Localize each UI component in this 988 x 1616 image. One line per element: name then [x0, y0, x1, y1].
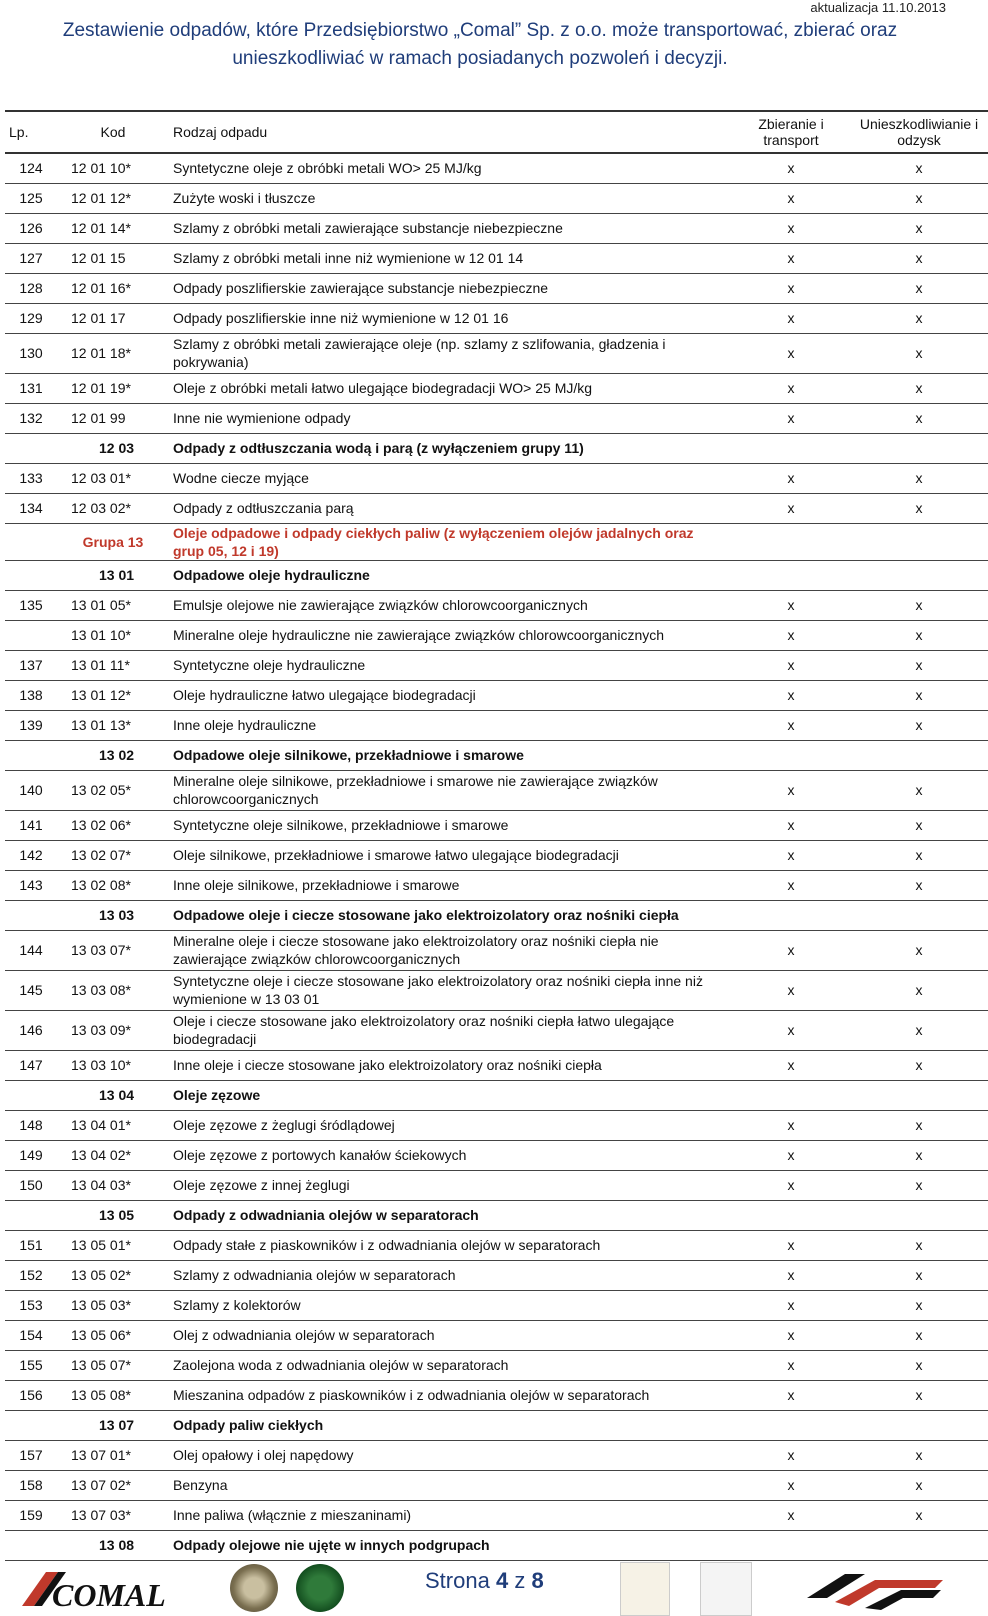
cell-unieszkodliwianie: x: [850, 493, 988, 523]
cell-rodzaj: Odpady z odtłuszczania parą: [169, 493, 732, 523]
table-row: [5, 970, 988, 1010]
document-title: [0, 17, 960, 73]
cell-rodzaj: Oleje odpadowe i odpady ciekłych paliw (z wyłączeniem olejów jadalnych oraz grup 05, 12 i 19): [169, 523, 732, 560]
cell-rodzaj: Inne paliwa (włącznie z mieszaninami): [169, 1500, 732, 1530]
cell-kod: 13 04 03*: [57, 1170, 169, 1200]
cell-zbieranie: x: [732, 1230, 850, 1260]
cell-lp: 131: [5, 373, 57, 403]
cell-rodzaj: Odpadowe oleje hydrauliczne: [169, 560, 732, 590]
cell-unieszkodliwianie: x: [850, 1050, 988, 1080]
cell-rodzaj: Inne oleje silnikowe, przekładniowe i smarowe: [169, 870, 732, 900]
cell-zbieranie: x: [732, 1380, 850, 1410]
cell-zbieranie: x: [732, 810, 850, 840]
cell-rodzaj: Szlamy z obróbki metali zawierające substancje niebezpieczne: [169, 213, 732, 243]
cell-lp: 146: [5, 1010, 57, 1050]
cell-lp: 128: [5, 273, 57, 303]
waste-table: [5, 110, 988, 1561]
section-header-row: [5, 560, 988, 590]
cell-rodzaj: Syntetyczne oleje silnikowe, przekładniowe i smarowe: [169, 810, 732, 840]
railway-logo: [805, 1568, 945, 1612]
cell-lp: 156: [5, 1380, 57, 1410]
table-row: [5, 1320, 988, 1350]
table-row: [5, 183, 988, 213]
cell-lp: 142: [5, 840, 57, 870]
cell-lp: 127: [5, 243, 57, 273]
cell-kod: 13 05 03*: [57, 1290, 169, 1320]
cell-kod: 13 01 11*: [57, 650, 169, 680]
cell-rodzaj: Odpady stałe z piaskowników i z odwadniania olejów w separatorach: [169, 1230, 732, 1260]
cell-rodzaj: Odpady z odtłuszczania wodą i parą (z wyłączeniem grupy 11): [169, 433, 732, 463]
cell-rodzaj: Mieszanina odpadów z piaskowników i z odwadniania olejów w separatorach: [169, 1380, 732, 1410]
cell-rodzaj: Oleje silnikowe, przekładniowe i smarowe łatwo ulegające biodegradacji: [169, 840, 732, 870]
cell-unieszkodliwianie: x: [850, 930, 988, 970]
cell-rodzaj: Odpady poszlifierskie zawierające substancje niebezpieczne: [169, 273, 732, 303]
cell-kod: 13 07: [57, 1410, 169, 1440]
cell-lp: 149: [5, 1140, 57, 1170]
table-row: [5, 930, 988, 970]
table-row: [5, 1110, 988, 1140]
cell-lp: [5, 523, 57, 560]
cell-kod: 13 07 02*: [57, 1470, 169, 1500]
cell-unieszkodliwianie: [850, 1410, 988, 1440]
cell-kod: 12 01 18*: [57, 333, 169, 373]
cell-unieszkodliwianie: x: [850, 1140, 988, 1170]
cell-zbieranie: x: [732, 930, 850, 970]
cell-unieszkodliwianie: x: [850, 1010, 988, 1050]
cell-kod: 13 01 12*: [57, 680, 169, 710]
cell-rodzaj: Zaolejona woda z odwadniania olejów w separatorach: [169, 1350, 732, 1380]
cell-unieszkodliwianie: x: [850, 183, 988, 213]
cell-lp: 157: [5, 1440, 57, 1470]
cell-rodzaj: Szlamy z odwadniania olejów w separatorach: [169, 1260, 732, 1290]
cell-lp: [5, 1200, 57, 1230]
cell-zbieranie: x: [732, 1050, 850, 1080]
cell-unieszkodliwianie: [850, 1200, 988, 1230]
cell-rodzaj: Emulsje olejowe nie zawierające związków chlorowcoorganicznych: [169, 590, 732, 620]
table-row: [5, 620, 988, 650]
cell-rodzaj: Benzyna: [169, 1470, 732, 1500]
cell-unieszkodliwianie: x: [850, 403, 988, 433]
page-current: 4: [495, 1568, 509, 1593]
cell-lp: 147: [5, 1050, 57, 1080]
table-row: [5, 1010, 988, 1050]
cell-unieszkodliwianie: x: [850, 620, 988, 650]
cell-lp: [5, 433, 57, 463]
cell-kod: Grupa 13: [57, 523, 169, 560]
cell-zbieranie: [732, 1410, 850, 1440]
header-kod: Kod: [57, 111, 169, 153]
header-zbieranie: Zbieranie i transport: [732, 111, 850, 153]
cell-unieszkodliwianie: [850, 1530, 988, 1560]
cell-kod: 13 01 13*: [57, 710, 169, 740]
cell-lp: 141: [5, 810, 57, 840]
cell-rodzaj: Szlamy z kolektorów: [169, 1290, 732, 1320]
cell-rodzaj: Inne nie wymienione odpady: [169, 403, 732, 433]
header-lp: Lp.: [5, 111, 57, 153]
cell-zbieranie: x: [732, 303, 850, 333]
comal-logo-text: COMAL: [52, 1577, 166, 1613]
cell-unieszkodliwianie: x: [850, 303, 988, 333]
cell-rodzaj: Zużyte woski i tłuszcze: [169, 183, 732, 213]
cell-unieszkodliwianie: x: [850, 590, 988, 620]
cell-rodzaj: Oleje zęzowe z żeglugi śródlądowej: [169, 1110, 732, 1140]
cell-zbieranie: x: [732, 1320, 850, 1350]
cell-unieszkodliwianie: x: [850, 153, 988, 183]
table-row: [5, 373, 988, 403]
cell-rodzaj: Inne oleje hydrauliczne: [169, 710, 732, 740]
cell-zbieranie: x: [732, 1140, 850, 1170]
cell-unieszkodliwianie: x: [850, 770, 988, 810]
cell-kod: 13 01: [57, 560, 169, 590]
cell-rodzaj: Mineralne oleje i ciecze stosowane jako elektroizolatory oraz nośniki ciepła nie zawierające związków chlorowcoorganicznych: [169, 930, 732, 970]
table-row: [5, 303, 988, 333]
table-row: [5, 770, 988, 810]
cell-kod: 13 04 02*: [57, 1140, 169, 1170]
cell-lp: 154: [5, 1320, 57, 1350]
table-row: [5, 1350, 988, 1380]
section-header-row: [5, 1530, 988, 1560]
page-number: [425, 1568, 544, 1594]
cell-rodzaj: Syntetyczne oleje i ciecze stosowane jako elektroizolatory oraz nośniki ciepła inne niż wymienione w 13 03 01: [169, 970, 732, 1010]
cell-unieszkodliwianie: [850, 433, 988, 463]
cell-zbieranie: x: [732, 1110, 850, 1140]
cell-lp: 125: [5, 183, 57, 213]
cell-zbieranie: x: [732, 1010, 850, 1050]
cell-unieszkodliwianie: x: [850, 1230, 988, 1260]
cell-unieszkodliwianie: x: [850, 243, 988, 273]
table-row: [5, 1140, 988, 1170]
cell-kod: 12 01 12*: [57, 183, 169, 213]
cell-lp: [5, 900, 57, 930]
cell-kod: 13 02 06*: [57, 810, 169, 840]
cell-lp: 153: [5, 1290, 57, 1320]
cell-lp: 145: [5, 970, 57, 1010]
cell-kod: 13 08: [57, 1530, 169, 1560]
header-rodzaj: Rodzaj odpadu: [169, 111, 732, 153]
cell-rodzaj: Mineralne oleje silnikowe, przekładniowe i smarowe nie zawierające związków chlorowcoorganicznych: [169, 770, 732, 810]
group-header-row: [5, 523, 988, 560]
table-row: [5, 870, 988, 900]
page-footer: [0, 1560, 960, 1614]
cell-lp: 126: [5, 213, 57, 243]
cell-lp: 139: [5, 710, 57, 740]
cell-rodzaj: Olej opałowy i olej napędowy: [169, 1440, 732, 1470]
table-row: [5, 1290, 988, 1320]
table-row: [5, 840, 988, 870]
cell-rodzaj: Syntetyczne oleje z obróbki metali WO> 25 MJ/kg: [169, 153, 732, 183]
cell-unieszkodliwianie: [850, 740, 988, 770]
table-row: [5, 273, 988, 303]
cell-unieszkodliwianie: x: [850, 273, 988, 303]
table-row: [5, 213, 988, 243]
cell-rodzaj: Oleje i ciecze stosowane jako elektroizolatory oraz nośniki ciepła łatwo ulegające biodegradacji: [169, 1010, 732, 1050]
cell-lp: 155: [5, 1350, 57, 1380]
table-row: [5, 650, 988, 680]
table-row: [5, 590, 988, 620]
cell-lp: 134: [5, 493, 57, 523]
cell-zbieranie: x: [732, 373, 850, 403]
header-unieszkodliwianie: Unieszkodliwianie i odzysk: [850, 111, 988, 153]
cell-zbieranie: [732, 1200, 850, 1230]
cell-unieszkodliwianie: x: [850, 1380, 988, 1410]
cell-unieszkodliwianie: x: [850, 1500, 988, 1530]
cell-zbieranie: x: [732, 710, 850, 740]
cell-rodzaj: Oleje zęzowe z portowych kanałów ściekowych: [169, 1140, 732, 1170]
cell-kod: 13 05 07*: [57, 1350, 169, 1380]
cell-kod: 13 01 10*: [57, 620, 169, 650]
cell-rodzaj: Odpady paliw ciekłych: [169, 1410, 732, 1440]
cell-zbieranie: x: [732, 243, 850, 273]
title-line-1: Zestawienie odpadów, które Przedsiębiorstwo „Comal” Sp. z o.o. może transportować, zbierać oraz: [62, 20, 898, 41]
cell-rodzaj: Szlamy z obróbki metali zawierające oleje (np. szlamy z szlifowania, gładzenia i pokrywania): [169, 333, 732, 373]
cell-kod: 12 03 01*: [57, 463, 169, 493]
cell-kod: 12 01 14*: [57, 213, 169, 243]
cell-unieszkodliwianie: x: [850, 1290, 988, 1320]
cell-unieszkodliwianie: x: [850, 213, 988, 243]
cell-kod: 13 02 07*: [57, 840, 169, 870]
cell-zbieranie: x: [732, 153, 850, 183]
table-row: [5, 1380, 988, 1410]
cell-kod: 13 07 03*: [57, 1500, 169, 1530]
cell-lp: [5, 1080, 57, 1110]
cell-zbieranie: x: [732, 1350, 850, 1380]
table-header-row: [5, 111, 988, 153]
table-row: [5, 1500, 988, 1530]
page-separator: z: [514, 1568, 526, 1593]
cell-zbieranie: x: [732, 680, 850, 710]
section-header-row: [5, 1200, 988, 1230]
cell-lp: 158: [5, 1470, 57, 1500]
cell-zbieranie: [732, 1530, 850, 1560]
cell-zbieranie: x: [732, 333, 850, 373]
cell-zbieranie: x: [732, 770, 850, 810]
cell-kod: 13 03: [57, 900, 169, 930]
cell-zbieranie: x: [732, 463, 850, 493]
table-row: [5, 243, 988, 273]
table-row: [5, 493, 988, 523]
cell-zbieranie: x: [732, 590, 850, 620]
cell-kod: 13 05 02*: [57, 1260, 169, 1290]
cell-rodzaj: Odpadowe oleje i ciecze stosowane jako elektroizolatory oraz nośniki ciepła: [169, 900, 732, 930]
award-certificate-icon: [700, 1562, 752, 1616]
cell-kod: 12 01 19*: [57, 373, 169, 403]
cell-kod: 13 07 01*: [57, 1440, 169, 1470]
cell-zbieranie: [732, 523, 850, 560]
cell-zbieranie: [732, 740, 850, 770]
cell-kod: 13 02: [57, 740, 169, 770]
table-row: [5, 463, 988, 493]
section-header-row: [5, 740, 988, 770]
cell-kod: 12 01 16*: [57, 273, 169, 303]
cell-zbieranie: x: [732, 183, 850, 213]
table-row: [5, 710, 988, 740]
table-row: [5, 1260, 988, 1290]
cell-lp: 148: [5, 1110, 57, 1140]
cell-lp: 150: [5, 1170, 57, 1200]
cell-zbieranie: [732, 1080, 850, 1110]
cell-kod: 13 03 07*: [57, 930, 169, 970]
cell-zbieranie: x: [732, 870, 850, 900]
cell-lp: 135: [5, 590, 57, 620]
cell-kod: 12 01 15: [57, 243, 169, 273]
cell-kod: 13 02 08*: [57, 870, 169, 900]
club-seal-icon: [296, 1564, 344, 1612]
section-header-row: [5, 1410, 988, 1440]
cell-zbieranie: x: [732, 213, 850, 243]
table-row: [5, 1470, 988, 1500]
cell-zbieranie: x: [732, 1260, 850, 1290]
cell-zbieranie: [732, 560, 850, 590]
cell-zbieranie: x: [732, 273, 850, 303]
title-line-2: unieszkodliwiać w ramach posiadanych pozwoleń i decyzji.: [232, 48, 728, 69]
cell-rodzaj: Oleje z obróbki metali łatwo ulegające biodegradacji WO> 25 MJ/kg: [169, 373, 732, 403]
cell-kod: 13 04: [57, 1080, 169, 1110]
cell-zbieranie: x: [732, 650, 850, 680]
cell-kod: 13 03 08*: [57, 970, 169, 1010]
cell-unieszkodliwianie: x: [850, 1320, 988, 1350]
cell-rodzaj: Inne oleje i ciecze stosowane jako elektroizolatory oraz nośniki ciepła: [169, 1050, 732, 1080]
cell-unieszkodliwianie: x: [850, 333, 988, 373]
cell-kod: 13 05 08*: [57, 1380, 169, 1410]
cell-kod: 12 01 17: [57, 303, 169, 333]
cell-rodzaj: Odpadowe oleje silnikowe, przekładniowe i smarowe: [169, 740, 732, 770]
cell-lp: 143: [5, 870, 57, 900]
cell-unieszkodliwianie: x: [850, 970, 988, 1010]
cell-unieszkodliwianie: x: [850, 810, 988, 840]
cell-zbieranie: x: [732, 840, 850, 870]
cell-lp: 124: [5, 153, 57, 183]
section-header-row: [5, 433, 988, 463]
cell-rodzaj: Oleje zęzowe z innej żeglugi: [169, 1170, 732, 1200]
certificate-seal-icon: [230, 1564, 278, 1612]
cell-zbieranie: x: [732, 1290, 850, 1320]
cell-lp: 144: [5, 930, 57, 970]
cell-lp: 132: [5, 403, 57, 433]
cell-lp: 133: [5, 463, 57, 493]
cell-lp: [5, 1530, 57, 1560]
table-row: [5, 680, 988, 710]
cell-rodzaj: Syntetyczne oleje hydrauliczne: [169, 650, 732, 680]
cell-zbieranie: x: [732, 403, 850, 433]
section-header-row: [5, 900, 988, 930]
table-row: [5, 1170, 988, 1200]
cell-unieszkodliwianie: [850, 900, 988, 930]
cell-zbieranie: x: [732, 1500, 850, 1530]
section-header-row: [5, 1080, 988, 1110]
cell-unieszkodliwianie: x: [850, 1170, 988, 1200]
cell-kod: 13 03 10*: [57, 1050, 169, 1080]
cell-unieszkodliwianie: x: [850, 840, 988, 870]
cell-zbieranie: x: [732, 970, 850, 1010]
cell-unieszkodliwianie: x: [850, 1350, 988, 1380]
cell-kod: 13 04 01*: [57, 1110, 169, 1140]
cell-lp: 130: [5, 333, 57, 373]
cell-unieszkodliwianie: x: [850, 463, 988, 493]
cell-zbieranie: x: [732, 1170, 850, 1200]
cell-rodzaj: Oleje hydrauliczne łatwo ulegające biodegradacji: [169, 680, 732, 710]
page-total: 8: [531, 1568, 544, 1593]
cell-lp: 151: [5, 1230, 57, 1260]
cell-kod: 12 01 10*: [57, 153, 169, 183]
cell-unieszkodliwianie: x: [850, 373, 988, 403]
cell-unieszkodliwianie: x: [850, 1440, 988, 1470]
table-row: [5, 1440, 988, 1470]
update-date: aktualizacja 11.10.2013: [810, 0, 946, 15]
cell-zbieranie: x: [732, 493, 850, 523]
table-row: [5, 1230, 988, 1260]
cell-rodzaj: Oleje zęzowe: [169, 1080, 732, 1110]
cell-lp: [5, 1410, 57, 1440]
cell-rodzaj: Olej z odwadniania olejów w separatorach: [169, 1320, 732, 1350]
table-row: [5, 153, 988, 183]
cell-unieszkodliwianie: [850, 523, 988, 560]
cell-unieszkodliwianie: x: [850, 1110, 988, 1140]
cell-rodzaj: Odpady poszlifierskie inne niż wymienione w 12 01 16: [169, 303, 732, 333]
cell-zbieranie: x: [732, 620, 850, 650]
cell-unieszkodliwianie: x: [850, 710, 988, 740]
cell-kod: 13 03 09*: [57, 1010, 169, 1050]
table-row: [5, 333, 988, 373]
cell-rodzaj: Odpady olejowe nie ujęte w innych podgrupach: [169, 1530, 732, 1560]
cell-kod: 13 05: [57, 1200, 169, 1230]
cell-kod: 12 03 02*: [57, 493, 169, 523]
cell-lp: [5, 740, 57, 770]
cell-rodzaj: Mineralne oleje hydrauliczne nie zawierające związków chlorowcoorganicznych: [169, 620, 732, 650]
cell-kod: 13 05 06*: [57, 1320, 169, 1350]
cell-lp: 152: [5, 1260, 57, 1290]
page-prefix: Strona: [425, 1568, 490, 1593]
cell-kod: 13 01 05*: [57, 590, 169, 620]
cell-unieszkodliwianie: x: [850, 680, 988, 710]
cell-lp: [5, 560, 57, 590]
cell-zbieranie: x: [732, 1470, 850, 1500]
cell-unieszkodliwianie: x: [850, 650, 988, 680]
cell-zbieranie: x: [732, 1440, 850, 1470]
table-row: [5, 403, 988, 433]
cell-lp: 137: [5, 650, 57, 680]
cell-rodzaj: Odpady z odwadniania olejów w separatorach: [169, 1200, 732, 1230]
comal-logo: [18, 1566, 178, 1612]
cell-unieszkodliwianie: x: [850, 1470, 988, 1500]
cell-zbieranie: [732, 433, 850, 463]
table-row: [5, 1050, 988, 1080]
cell-lp: 159: [5, 1500, 57, 1530]
cell-rodzaj: Szlamy z obróbki metali inne niż wymienione w 12 01 14: [169, 243, 732, 273]
cell-lp: 140: [5, 770, 57, 810]
cell-kod: 12 03: [57, 433, 169, 463]
cell-lp: 138: [5, 680, 57, 710]
cell-zbieranie: [732, 900, 850, 930]
cell-unieszkodliwianie: x: [850, 870, 988, 900]
cell-lp: 129: [5, 303, 57, 333]
cell-kod: 12 01 99: [57, 403, 169, 433]
cell-kod: 13 05 01*: [57, 1230, 169, 1260]
table-row: [5, 810, 988, 840]
cell-unieszkodliwianie: x: [850, 1260, 988, 1290]
cell-lp: [5, 620, 57, 650]
cell-rodzaj: Wodne ciecze myjące: [169, 463, 732, 493]
cell-unieszkodliwianie: [850, 1080, 988, 1110]
cell-kod: 13 02 05*: [57, 770, 169, 810]
cell-unieszkodliwianie: [850, 560, 988, 590]
iso-certificate-icon: [620, 1562, 670, 1616]
